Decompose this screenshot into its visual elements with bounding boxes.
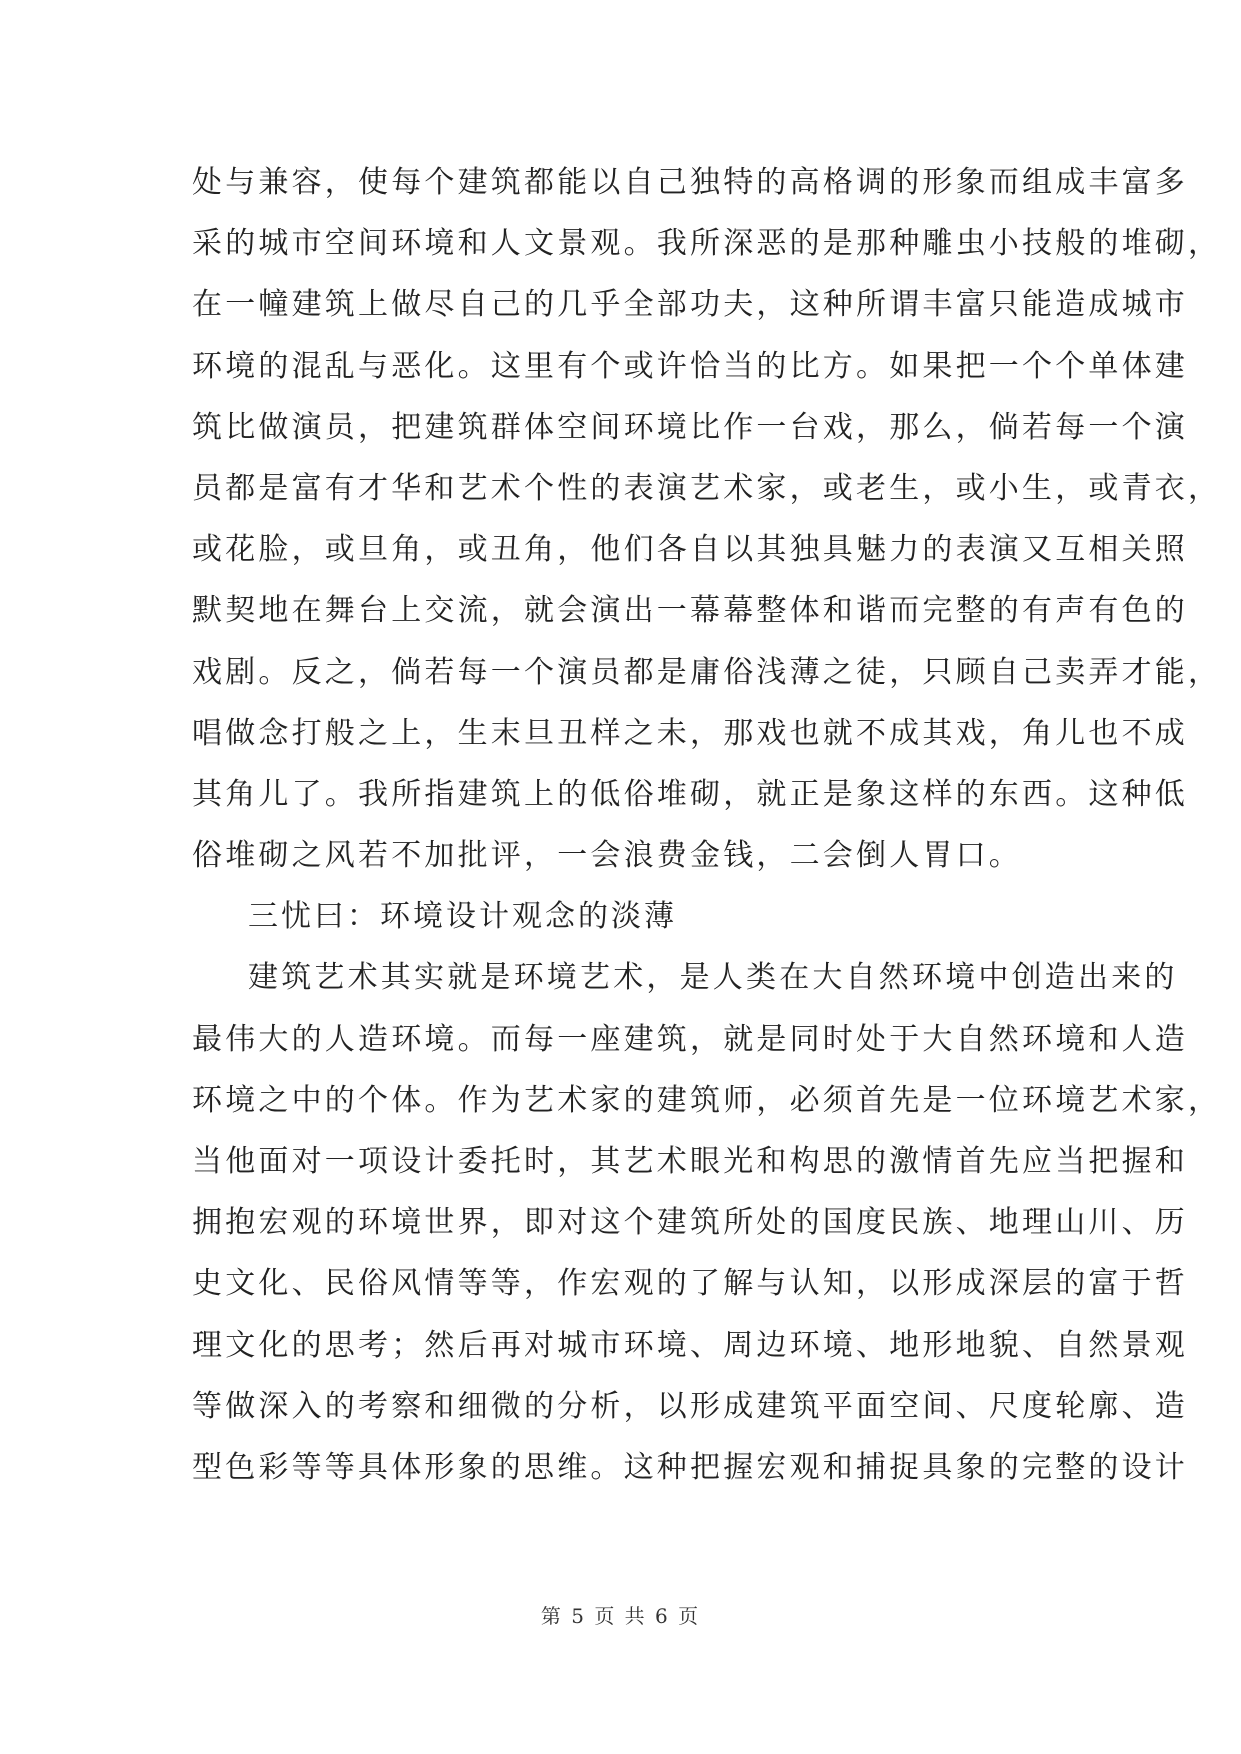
section-heading: 三忧曰：环境设计观念的淡薄	[248, 899, 677, 935]
text-line: 筑比做演员，把建筑群体空间环境比作一台戏，那么，倘若每一个演	[192, 409, 1188, 445]
text-line: 等做深入的考察和细微的分析，以形成建筑平面空间、尺度轮廓、造	[192, 1388, 1188, 1424]
text-line: 建筑艺术其实就是环境艺术，是人类在大自然环境中创造出来的	[248, 960, 1178, 996]
text-line: 俗堆砌之风若不加批评，一会浪费金钱，二会倒人胃口。	[192, 838, 1022, 874]
text-line: 环境之中的个体。作为艺术家的建筑师，必须首先是一位环境艺术家，	[192, 1082, 1222, 1118]
text-line: 其角儿了。我所指建筑上的低俗堆砌，就正是象这样的东西。这种低	[192, 776, 1188, 812]
document-body	[192, 152, 1222, 1498]
text-line: 型色彩等等具体形象的思维。这种把握宏观和捕捉具象的完整的设计	[192, 1449, 1188, 1485]
text-line: 最伟大的人造环境。而每一座建筑，就是同时处于大自然环境和人造	[192, 1021, 1188, 1057]
text-line: 员都是富有才华和艺术个性的表演艺术家，或老生，或小生，或青衣，	[192, 470, 1222, 506]
text-line: 史文化、民俗风情等等，作宏观的了解与认知，以形成深层的富于哲	[192, 1266, 1188, 1302]
text-line: 理文化的思考；然后再对城市环境、周边环境、地形地貌、自然景观	[192, 1327, 1188, 1363]
text-line: 在一幢建筑上做尽自己的几乎全部功夫，这种所谓丰富只能造成城市	[192, 287, 1188, 323]
text-line: 环境的混乱与恶化。这里有个或许恰当的比方。如果把一个个单体建	[192, 348, 1188, 384]
text-line: 采的城市空间环境和人文景观。我所深恶的是那种雕虫小技般的堆砌，	[192, 226, 1222, 262]
page-number: 第 5 页 共 6 页	[540, 1604, 701, 1628]
text-line: 当他面对一项设计委托时，其艺术眼光和构思的激情首先应当把握和	[192, 1144, 1188, 1179]
text-line: 戏剧。反之，倘若每一个演员都是庸俗浅薄之徒，只顾自己卖弄才能，	[192, 654, 1222, 690]
text-line: 处与兼容，使每个建筑都能以自己独特的高格调的形象而组成丰富多	[192, 165, 1188, 200]
text-line: 拥抱宏观的环境世界，即对这个建筑所处的国度民族、地理山川、历	[192, 1205, 1188, 1241]
text-line: 默契地在舞台上交流，就会演出一幕幕整体和谐而完整的有声有色的	[192, 593, 1188, 629]
text-line: 唱做念打般之上，生末旦丑样之未，那戏也就不成其戏，角儿也不成	[192, 715, 1188, 751]
paragraph-environment	[192, 947, 1222, 1498]
paragraph-continuation	[192, 152, 1222, 886]
text-line: 或花脸，或旦角，或丑角，他们各自以其独具魅力的表演又互相关照	[192, 532, 1188, 568]
